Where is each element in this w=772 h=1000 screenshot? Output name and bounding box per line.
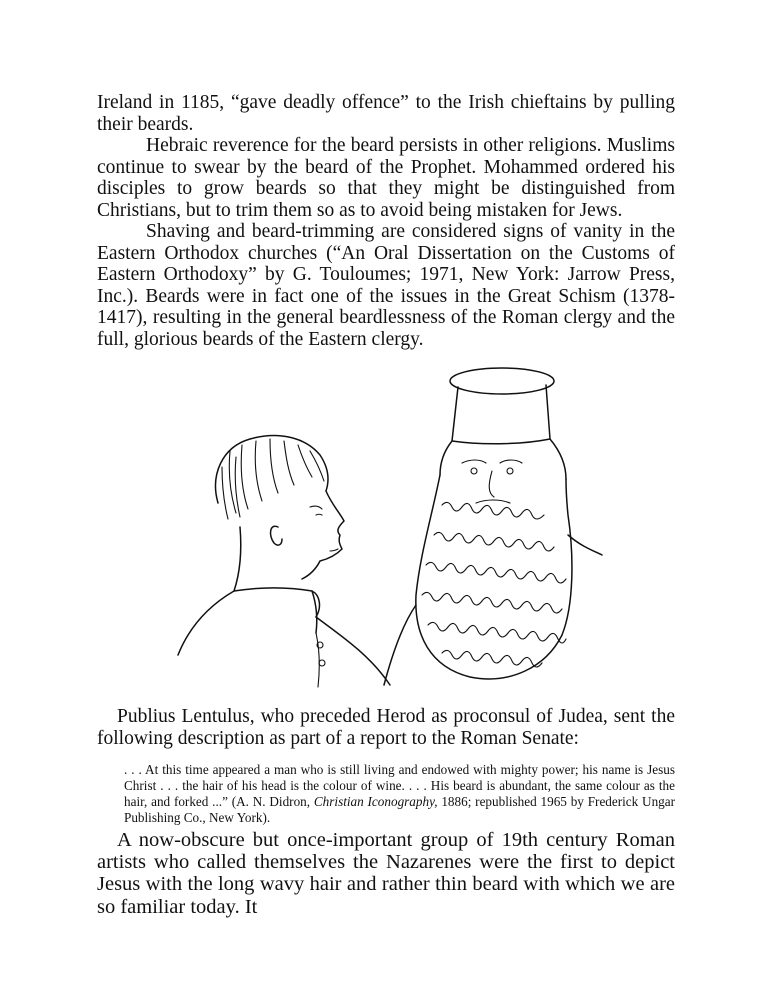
illustration-clergy bbox=[170, 355, 610, 700]
paragraph-publius-lentulus: Publius Lentulus, who preceded Herod as proconsul of Judea, sent the following description as part of a report to the Roman Senate: bbox=[97, 706, 675, 749]
block-quote-description bbox=[124, 762, 675, 826]
paragraph-ireland: Ireland in 1185, “gave deadly offence” to the Irish chieftains by pulling their beards. bbox=[97, 92, 675, 135]
clergy-drawing bbox=[170, 355, 610, 700]
young-man-figure bbox=[178, 436, 390, 687]
quote-book-title: Christian Iconography, bbox=[313, 794, 438, 810]
paragraph-eastern-orthodox: Shaving and beard-trimming are considered signs of vanity in the Eastern Orthodox churches (“An Oral Dissertation on the Customs of Eastern Orthodoxy” by G. Touloumes; 1971, New York: Jarrow Press, Inc.). Beards were in fact one of the issues in the Great Schism (1378-1417), resulting in the general beardlessness of the Roman clergy and the full, glorious beards of the Eastern clergy. bbox=[97, 221, 675, 350]
paragraph-hebraic-reverence: Hebraic reverence for the beard persists in other religions. Muslims continue to swear by the beard of the Prophet. Mohammed ordered his disciples to grow beards so that they might be distinguished from Christians, but to trim them so as to avoid being mistaken for Jews. bbox=[97, 135, 675, 221]
paragraph-nazarenes: A now-obscure but once-important group of 19th century Roman artists who called themselves the Nazarenes were the first to depict Jesus with the long wavy hair and rather thin beard with which we are so familiar today. It bbox=[97, 829, 675, 918]
quote-text: . . . At this time appeared a man who is still living and endowed with mighty power; his name is Jesus Christ . . . the hair of his head is the colour of wine. . . . His beard is abundant, the same colour as the hair, and forked ...” (A. N. Didron, bbox=[124, 762, 675, 810]
bearded-priest-figure bbox=[384, 368, 602, 685]
quote-citation: 1886; republished 1965 by Frederick Ungar Publishing Co., New York). bbox=[124, 794, 676, 826]
